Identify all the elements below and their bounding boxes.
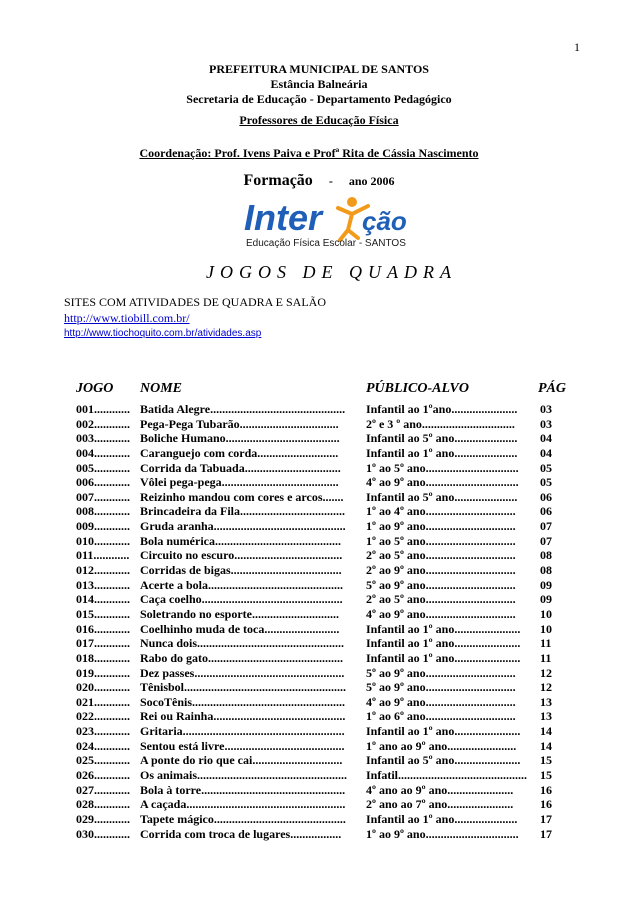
game-audience: 5º ao 9º ano.............................. [366,665,516,680]
game-name: Caça coelho............................................... [140,592,343,607]
game-name: Corrida com troca de lugares................. [140,826,342,841]
table-row [76,666,586,681]
game-page: 08 [540,563,552,578]
game-page: 09 [540,577,552,592]
game-name: Tapete mágico............................................ [140,811,346,826]
game-name: Coelhinho muda de toca......................... [140,621,340,636]
game-audience: 4º ao 9º ano.............................. [366,606,516,621]
logo-subtitle: Educação Física Escolar - SANTOS [246,238,406,249]
game-page: 05 [540,475,552,490]
game-name: Os animais.................................................. [140,768,348,783]
table-row [76,709,586,724]
game-name: Boliche Humano...................................... [140,431,340,446]
site-link-tiobill[interactable]: http://www.tiobill.com.br/ [64,311,190,325]
header-secretaria: Secretaria de Educação - Departamento Pedagógico [186,92,452,106]
formacao-year: ano 2006 [348,174,395,188]
game-number: 007............ [76,489,130,504]
table-row [76,402,586,417]
game-number: 018............ [76,650,130,665]
game-name: Nunca dois................................................. [140,636,345,651]
game-number: 028............ [76,797,130,812]
formacao-separator: - [328,174,333,188]
game-number: 027............ [76,782,130,797]
table-row [76,475,586,490]
table-row [76,519,586,534]
game-number: 017............ [76,636,130,651]
table-row [76,446,586,461]
game-name: Batida Alegre............................................. [140,402,346,416]
table-row [76,417,586,432]
game-audience: 2º ao 5º ano.............................. [366,548,516,563]
game-number: 016............ [76,621,130,636]
game-page: 05 [540,460,552,475]
game-number: 008............ [76,504,130,519]
table-row [76,739,586,754]
game-name: Gritaria...................................................... [140,724,345,739]
table-row [76,592,586,607]
game-audience: 1º ao 9º ano.............................. [366,519,516,534]
game-name: Rabo do gato............................................. [140,650,344,665]
game-name: Corridas de bigas..................................... [140,563,342,578]
table-row [76,812,586,827]
game-number: 026............ [76,768,130,783]
game-number: 014............ [76,592,130,607]
table-row [76,695,586,710]
game-name: Caranguejo com corda........................... [140,445,339,460]
game-page: 15 [540,753,552,768]
header-estancia: Estância Balneária [270,77,368,91]
game-audience: 2º e 3 º ano............................... [366,416,515,431]
sites-section [64,294,326,342]
header-coordination: Coordenação: Prof. Ivens Paiva e Profª Rita de Cássia Nascimento [139,146,479,160]
table-row [76,724,586,739]
sites-heading: SITES COM ATIVIDADES DE QUADRA E SALÃO [64,295,327,309]
game-page: 13 [540,694,552,709]
header-pag: PÁG [538,381,566,396]
game-audience: Infantil ao 1º ano...................... [366,650,521,665]
game-number: 009............ [76,519,130,534]
game-page: 11 [540,650,552,665]
header-city-hall: PREFEITURA MUNICIPAL DE SANTOS [209,62,429,76]
game-name: Circuito no escuro.................................... [140,548,343,563]
game-audience: Infantil ao 1º ano...................... [366,636,521,651]
game-audience: 1º ao 6º ano.............................. [366,709,516,724]
game-audience: 2º ao 9º ano.............................. [366,563,516,578]
table-row [76,827,586,842]
table-row [76,636,586,651]
game-name: Brincadeira da Fila................................... [140,504,345,519]
game-page: 12 [540,680,552,695]
game-audience: 5º ao 9º ano.............................. [366,680,516,695]
game-page: 17 [540,811,552,826]
game-audience: Infatil........................................... [366,768,528,783]
site-link-tiochoquito[interactable]: http://www.tiochoquito.com.br/atividades.asp [64,328,262,339]
game-page: 03 [540,402,552,416]
game-page: 14 [540,724,552,739]
table-row [76,534,586,549]
table-row [76,563,586,578]
game-name: Gruda aranha............................................ [140,519,346,534]
table-row [76,783,586,798]
game-number: 010............ [76,533,130,548]
game-page: 15 [540,768,552,783]
game-audience: Infantil ao 1º ano...................... [366,724,521,739]
table-row [76,504,586,519]
game-number: 024............ [76,738,130,753]
game-number: 021............ [76,694,130,709]
table-row [76,607,586,622]
game-name: A ponte do rio que cai.............................. [140,753,343,768]
game-audience: Infantil ao 5º ano...................... [366,753,521,768]
game-number: 020............ [76,680,130,695]
game-audience: 1º ao 5º ano.............................. [366,533,516,548]
game-audience: 4º ao 9º ano............................... [366,475,519,490]
game-name: Pega-Pega Tubarão................................. [140,416,339,431]
game-name: Vôlei pega-pega....................................... [140,475,339,490]
game-audience: 1º ao 9º ano............................... [366,826,519,841]
game-audience: 1º ao 5º ano............................... [366,460,519,475]
game-audience: Infantil ao 1º ano..................... [366,445,518,460]
table-row [76,651,586,666]
game-number: 029............ [76,811,130,826]
table-row [76,680,586,695]
game-number: 011............ [76,548,130,563]
game-page: 03 [540,416,552,431]
game-name: Reizinho mandou com cores e arcos....... [140,489,344,504]
game-page: 12 [540,665,552,680]
game-number: 023............ [76,724,130,739]
game-name: A caçada..................................................... [140,797,346,812]
game-number: 002............ [76,416,130,431]
game-number: 030............ [76,826,130,841]
formacao-line [0,172,638,190]
game-page: 10 [540,621,552,636]
game-audience: 5º ao 9º ano.............................. [366,577,516,592]
table-row [76,431,586,446]
game-number: 019............ [76,665,130,680]
page-number: 1 [574,40,580,54]
table-row [76,753,586,768]
game-name: Rei ou Rainha............................................ [140,709,346,724]
game-page: 04 [540,431,552,446]
table-row [76,578,586,593]
game-page: 13 [540,709,552,724]
game-number: 001............ [76,402,130,416]
game-audience: Infantil ao 5º ano..................... [366,489,518,504]
game-audience: Infantil ao 1º ano..................... [366,811,518,826]
game-page: 17 [540,826,552,841]
games-table [76,402,586,841]
game-audience: 4º ao 9º ano.............................. [366,694,516,709]
game-number: 005............ [76,460,130,475]
game-name: Bola à torre................................................ [140,782,346,797]
game-name: Corrida da Tabuada................................ [140,460,341,475]
game-number: 022............ [76,709,130,724]
table-row [76,768,586,783]
table-row [76,797,586,812]
table-row [76,548,586,563]
game-page: 10 [540,606,552,621]
document-header [0,62,638,161]
game-page: 07 [540,519,552,534]
game-audience: 1º ao 4º ano.............................. [366,504,516,519]
game-page: 07 [540,533,552,548]
game-number: 006............ [76,475,130,490]
game-page: 11 [540,636,552,651]
table-row [76,490,586,505]
header-nome: NOME [140,381,183,396]
game-audience: Infantil ao 1º ano...................... [366,621,521,636]
game-name: SocoTênis................................................... [140,694,346,709]
logo-figure-head [347,197,357,207]
game-number: 004............ [76,445,130,460]
header-publico: PÚBLICO-ALVO [366,381,469,396]
game-number: 015............ [76,606,130,621]
header-jogo: JOGO [76,381,114,396]
game-name: Tênisbol...................................................... [140,680,347,695]
formacao-label: Formação [243,172,313,189]
game-audience: 2º ao 5º ano.............................. [366,592,516,607]
game-page: 08 [540,548,552,563]
game-audience: 2º ano ao 7º ano...................... [366,797,514,812]
game-page: 16 [540,782,552,797]
game-page: 06 [540,489,552,504]
game-audience: Infantil ao 5º ano..................... [366,431,518,446]
logo-word: Inter [244,197,323,238]
game-audience: 1º ano ao 9º ano....................... [366,738,517,753]
game-audience: 4º ano ao 9º ano...................... [366,782,514,797]
table-row [76,461,586,476]
logo-word-end: ção [362,206,407,236]
games-table-header [76,381,586,399]
game-page: 04 [540,445,552,460]
game-page: 06 [540,504,552,519]
game-page: 14 [540,738,552,753]
game-audience: Infantil ao 1ºano...................... [366,402,518,416]
game-number: 003............ [76,431,130,446]
header-professores: Professores de Educação Física [239,113,399,127]
game-name: Acerte a bola............................................. [140,577,343,592]
game-name: Soletrando no esporte............................. [140,606,339,621]
game-page: 09 [540,592,552,607]
document-title: JOGOS DE QUADRA [206,262,457,282]
game-page: 16 [540,797,552,812]
game-number: 012............ [76,563,130,578]
game-name: Sentou está livre........................................ [140,738,345,753]
table-row [76,622,586,637]
game-number: 013............ [76,577,130,592]
game-number: 025............ [76,753,130,768]
game-name: Dez passes.................................................. [140,665,345,680]
game-name: Bola numérica.......................................... [140,533,341,548]
interacao-logo [240,194,415,250]
